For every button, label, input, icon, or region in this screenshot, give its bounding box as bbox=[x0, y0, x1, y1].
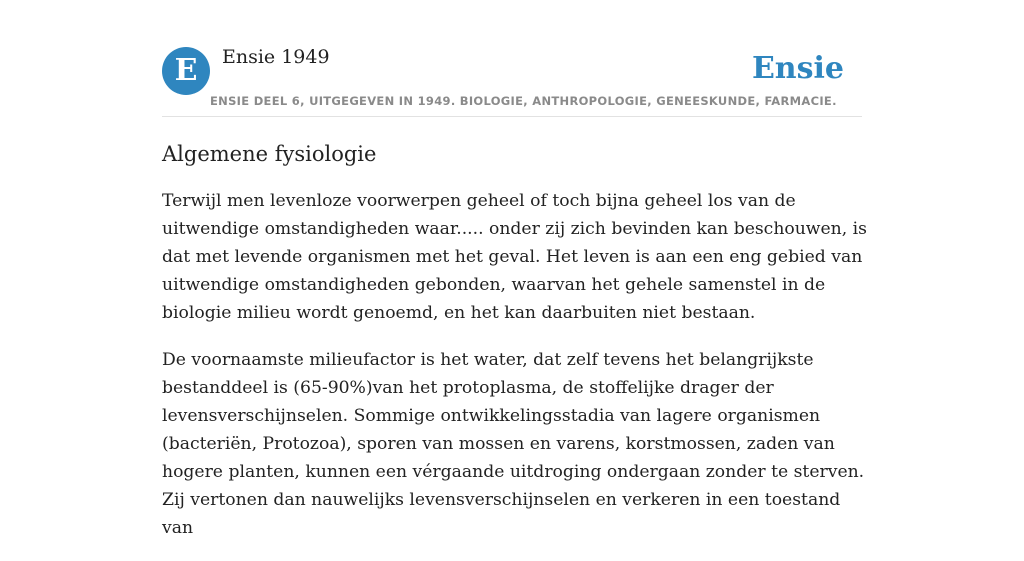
edition-subtitle: ENSIE DEEL 6, UITGEGEVEN IN 1949. BIOLOGIE, ANTHROPOLOGIE, GENEESKUNDE, FARMACIE. bbox=[210, 94, 837, 108]
article-paragraph: Terwijl men levenloze voorwerpen geheel of toch bijna geheel los van de uitwendige omstandigheden waar..... onder zij zich bevinden kan beschouwen, is dat met levende organismen met het geval. Het leven is aan een eng gebied van uitwendige omstandigheden gebonden, waarvan het gehele samenstel in de biologie milieu wordt genoemd, en het kan daarbuiten niet bestaan. bbox=[162, 191, 867, 323]
brand-logo-link[interactable]: Ensie bbox=[751, 51, 844, 86]
site-title-link[interactable]: Ensie 1949 bbox=[222, 46, 330, 68]
ensie-logo-icon[interactable]: E bbox=[162, 47, 210, 95]
site-header bbox=[162, 46, 862, 117]
article-body bbox=[162, 138, 867, 561]
article-title: Algemene fysiologie bbox=[162, 142, 377, 166]
article-paragraph: De voornaamste milieufactor is het water, dat zelf tevens het belangrijkste bestanddeel is (65-90%)van het protoplasma, de stoffelijke drager der levensverschijnselen. Sommige ontwikkelingsstadia van lagere organismen (bacteriën, Protozoa), sporen van mossen en varens, korstmossen, zaden van hogere planten, kunnen een vérgaande uitdroging ondergaan zonder te sterven. Zij vertonen dan nauwelijks levensverschijnselen en verkeren in een toestand van bbox=[162, 350, 865, 538]
